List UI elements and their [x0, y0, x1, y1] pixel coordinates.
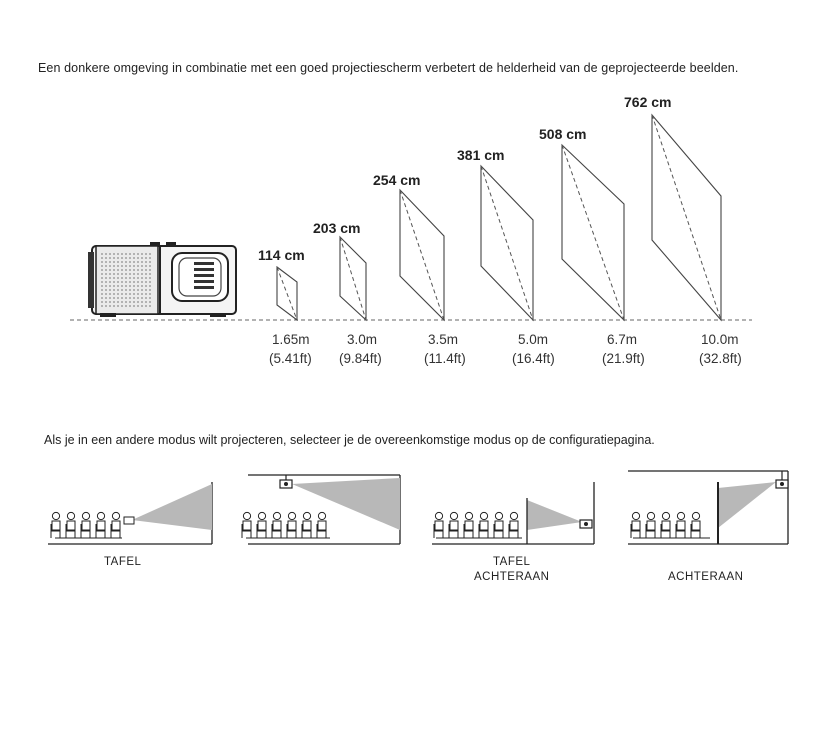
size-label: 762 cm: [624, 94, 672, 110]
distance-ft-label: (9.84ft): [339, 351, 382, 366]
projection-screen-4: [457, 147, 555, 366]
projection-screen-2: [313, 220, 382, 366]
distance-ft-label: (16.4ft): [512, 351, 555, 366]
projection-screen-3: [373, 172, 466, 366]
mode-ceiling: [242, 475, 400, 544]
distance-m-label: 10.0m: [701, 332, 739, 347]
distance-m-label: 5.0m: [518, 332, 549, 347]
modes-intro-text: Als je in een andere modus wilt projecteren, selecteer je de overeenkomstige modus op de configuratiepagina.: [44, 433, 655, 447]
size-label: 114 cm: [258, 247, 305, 263]
projection-screen-5: [539, 126, 645, 366]
distance-m-label: 6.7m: [607, 332, 638, 347]
projection-screen-6: [624, 94, 742, 366]
projection-screen-1: [258, 247, 312, 366]
size-label: 508 cm: [539, 126, 587, 142]
distance-ft-label: (32.8ft): [699, 351, 742, 366]
size-label: 203 cm: [313, 220, 361, 236]
distance-ft-label: (5.41ft): [269, 351, 312, 366]
distance-m-label: 3.5m: [428, 332, 459, 347]
distance-m-label: 3.0m: [347, 332, 378, 347]
mode-label-line1: TAFEL: [493, 556, 531, 568]
size-label: 381 cm: [457, 147, 505, 163]
mode-table-rear: [432, 482, 594, 583]
distance-m-label: 1.65m: [272, 332, 310, 347]
mode-label: TAFEL: [104, 556, 142, 568]
size-label: 254 cm: [373, 172, 421, 188]
distance-ft-label: (21.9ft): [602, 351, 645, 366]
projector-illustration: [88, 242, 236, 317]
mode-table: [48, 482, 212, 568]
mode-rear: [628, 471, 788, 583]
mode-label: ACHTERAAN: [668, 571, 744, 583]
intro-text: Een donkere omgeving in combinatie met een goed projectiescherm verbetert de helderheid van de geprojecteerde beelden.: [38, 61, 739, 75]
distance-ft-label: (11.4ft): [424, 351, 466, 366]
mode-label-line2: ACHTERAAN: [474, 571, 550, 583]
